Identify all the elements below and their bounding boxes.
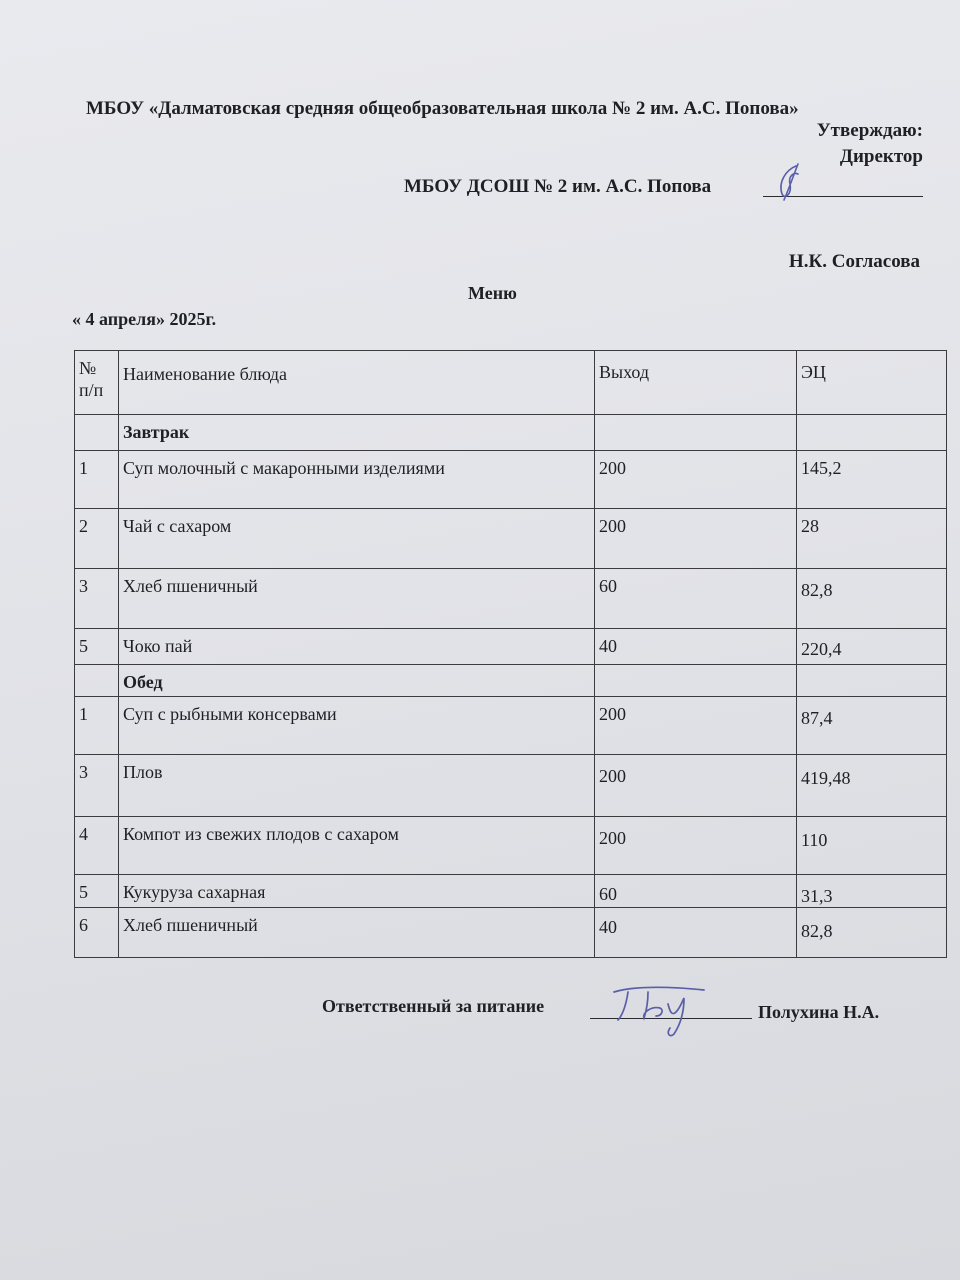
dish-name: Компот из свежих плодов с сахаром	[119, 817, 595, 875]
dish-output: 200	[595, 817, 797, 875]
table-row	[75, 451, 947, 509]
row-number: 1	[75, 451, 119, 509]
dish-name: Хлеб пшеничный	[119, 908, 595, 958]
row-number: 2	[75, 509, 119, 569]
row-number: 3	[75, 755, 119, 817]
dish-ec: 110	[797, 817, 947, 875]
school-short-name: МБОУ ДСОШ № 2 им. А.С. Попова	[404, 176, 712, 197]
dish-output: 200	[595, 451, 797, 509]
row-number: 4	[75, 817, 119, 875]
dish-ec: 82,8	[797, 908, 947, 958]
dish-output: 60	[595, 875, 797, 908]
section-row-breakfast	[75, 415, 947, 451]
dish-name: Хлеб пшеничный	[119, 569, 595, 629]
dish-name: Чоко пай	[119, 629, 595, 665]
table-row	[75, 817, 947, 875]
dish-output: 40	[595, 908, 797, 958]
column-header-dish: Наименование блюда	[119, 351, 595, 415]
table-row	[75, 509, 947, 569]
dish-name: Кукуруза сахарная	[119, 875, 595, 908]
dish-output: 40	[595, 629, 797, 665]
dish-name: Суп с рыбными консервами	[119, 697, 595, 755]
dish-ec: 220,4	[797, 629, 947, 665]
section-label: Обед	[119, 665, 595, 697]
dish-ec: 31,3	[797, 875, 947, 908]
table-row	[75, 755, 947, 817]
school-name: МБОУ «Далматовская средняя общеобразовательная школа № 2 им. А.С. Попова»	[86, 98, 799, 119]
table-row	[75, 697, 947, 755]
section-row-lunch	[75, 665, 947, 697]
row-number: 3	[75, 569, 119, 629]
director-signature-icon	[768, 160, 808, 202]
director-name: Н.К. Согласова	[788, 251, 920, 272]
dish-ec: 28	[797, 509, 947, 569]
dish-name: Чай с сахаром	[119, 509, 595, 569]
dish-output: 200	[595, 509, 797, 569]
responsible-signature-icon	[604, 982, 714, 1040]
table-row	[75, 569, 947, 629]
table-header-row	[75, 351, 947, 415]
menu-title: Меню	[468, 283, 517, 303]
dish-ec: 87,4	[797, 697, 947, 755]
responsible-name: Полухина Н.А.	[758, 1002, 880, 1022]
responsible-label: Ответственный за питание	[322, 996, 545, 1016]
dish-name: Суп молочный с макаронными изделиями	[119, 451, 595, 509]
dish-output: 60	[595, 569, 797, 629]
table-row	[75, 875, 947, 908]
dish-ec: 419,48	[797, 755, 947, 817]
dish-output: 200	[595, 697, 797, 755]
menu-date: « 4 апреля» 2025г.	[72, 309, 217, 329]
row-number: 5	[75, 629, 119, 665]
dish-name: Плов	[119, 755, 595, 817]
row-number: 6	[75, 908, 119, 958]
dish-ec: 82,8	[797, 569, 947, 629]
column-header-ec: ЭЦ	[797, 351, 947, 415]
column-header-number: № п/п	[75, 351, 119, 415]
approve-label: Утверждаю:	[816, 120, 923, 141]
row-number: 1	[75, 697, 119, 755]
table-row	[75, 908, 947, 958]
dish-output: 200	[595, 755, 797, 817]
director-position: Директор	[839, 146, 923, 167]
dish-ec: 145,2	[797, 451, 947, 509]
menu-table	[74, 350, 947, 958]
row-number: 5	[75, 875, 119, 908]
column-header-output: Выход	[595, 351, 797, 415]
section-label: Завтрак	[119, 415, 595, 451]
table-row	[75, 629, 947, 665]
